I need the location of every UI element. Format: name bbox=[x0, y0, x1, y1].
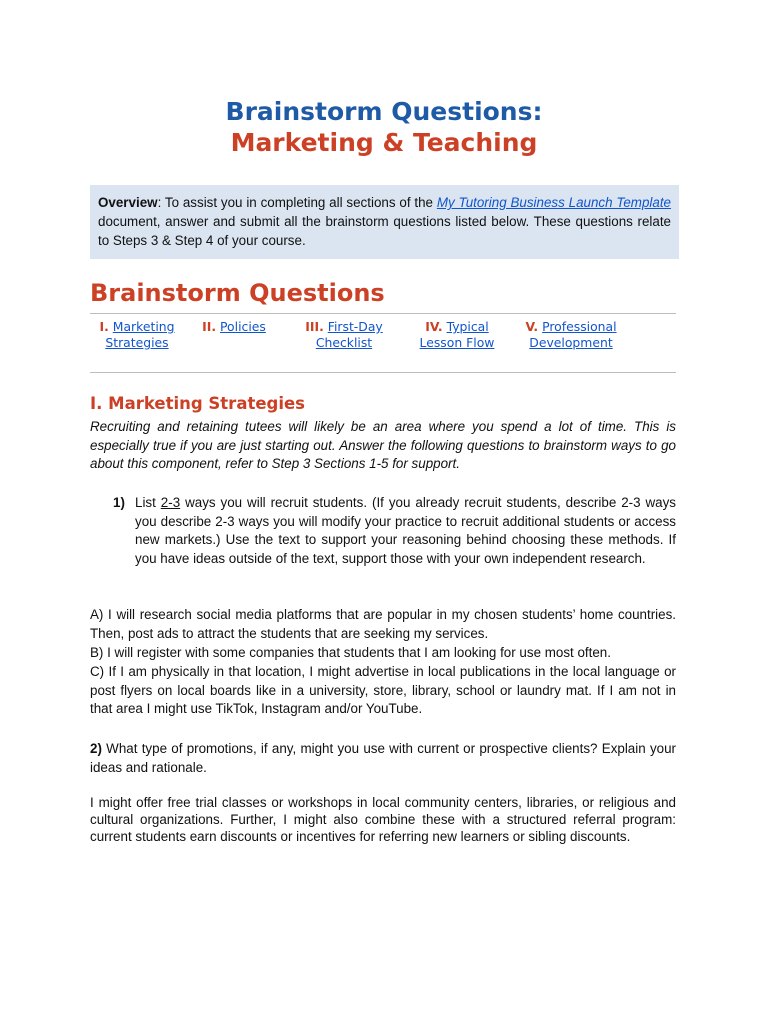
answer-1-c: C) If I am physically in that location, I might advertise in local publications in the local language or post flyers on local boards like in a university, store, library, school or laundry mat. If I am not in that area I might use TikTok, Instagram and/or YouTube. bbox=[90, 664, 676, 717]
question-1-number: 1) bbox=[113, 495, 125, 510]
answer-2: I might offer free trial classes or workshops in local community centers, libraries, or religious and cultural organizations. Further, I might also combine these with a structured referral program: current students earn discounts or incentives for referring new learners or sibling discounts. bbox=[90, 795, 676, 844]
question-1-lead: List bbox=[135, 495, 161, 510]
answer-1-a: A) I will research social media platforms that are popular in my chosen students’ home countries. Then, post ads to attract the students that are seeking my services. bbox=[90, 607, 676, 641]
toc-num: II. bbox=[202, 319, 217, 334]
toc-num: IV. bbox=[425, 319, 443, 334]
marketing-intro: Recruiting and retaining tutees will likely be an area where you spend a lot of time. This is especially true if you are just starting out. Answer the following questions to brainstorm ways to go about this component, refer to Step 3 Sections 1-5 for support. bbox=[90, 419, 676, 472]
toc-item-development bbox=[516, 319, 626, 351]
toc-link-checklist[interactable]: First-Day bbox=[327, 319, 383, 334]
question-1-rest: ways you will recruit students. (If you already recruit students, describe 2-3 ways you describe 2-3 ways you will modify your practice to recruit additional students or access new markets.) Use the text to support your reasoning behind choosing these methods. If you have ideas outside of the text, support those with your own independent research. bbox=[135, 495, 676, 566]
overview-label: Overview bbox=[98, 195, 158, 210]
toc-link-marketing[interactable]: Marketing bbox=[112, 319, 175, 334]
overview-box bbox=[90, 185, 679, 259]
toc-link-checklist-2[interactable]: Checklist bbox=[315, 335, 373, 350]
question-2 bbox=[90, 740, 676, 777]
toc-link-lesson-flow[interactable]: Typical bbox=[446, 319, 489, 334]
toc-num: I. bbox=[99, 319, 109, 334]
question-2-text: What type of promotions, if any, might you use with current or prospective clients? Explain your ideas and rationale. bbox=[90, 741, 676, 775]
question-1 bbox=[135, 494, 676, 568]
toc-link-lesson-flow-2[interactable]: Lesson Flow bbox=[419, 335, 495, 350]
section-heading: Brainstorm Questions bbox=[90, 279, 385, 307]
toc-item-lesson-flow bbox=[410, 319, 504, 351]
answer-1-b: B) I will register with some companies that students that I am looking for use most often. bbox=[90, 645, 611, 660]
toc-item-marketing bbox=[92, 319, 182, 351]
marketing-heading: I. Marketing Strategies bbox=[90, 394, 306, 413]
toc-num: III. bbox=[305, 319, 324, 334]
toc-link-development-2[interactable]: Development bbox=[529, 335, 613, 350]
divider-top bbox=[90, 313, 676, 314]
question-2-number: 2) bbox=[90, 741, 102, 756]
toc-link-policies[interactable]: Policies bbox=[220, 319, 266, 334]
divider-bottom bbox=[90, 372, 676, 373]
toc-num: V. bbox=[525, 319, 539, 334]
document-subtitle: Marketing & Teaching bbox=[230, 128, 538, 157]
question-1-underlined: 2-3 bbox=[160, 495, 181, 510]
toc-link-marketing-2[interactable]: Strategies bbox=[105, 335, 169, 350]
document-title: Brainstorm Questions: bbox=[225, 97, 543, 126]
toc-link-development[interactable]: Professional bbox=[542, 319, 617, 334]
overview-text-before: : To assist you in completing all sections of the bbox=[157, 195, 437, 210]
toc-item-policies bbox=[194, 319, 274, 335]
launch-template-link[interactable]: My Tutoring Business Launch Template bbox=[436, 195, 671, 210]
overview-text-after: document, answer and submit all the brainstorm questions listed below. These questions relate to Steps 3 & Step 4 of your course. bbox=[98, 214, 671, 248]
toc-item-checklist bbox=[298, 319, 390, 351]
